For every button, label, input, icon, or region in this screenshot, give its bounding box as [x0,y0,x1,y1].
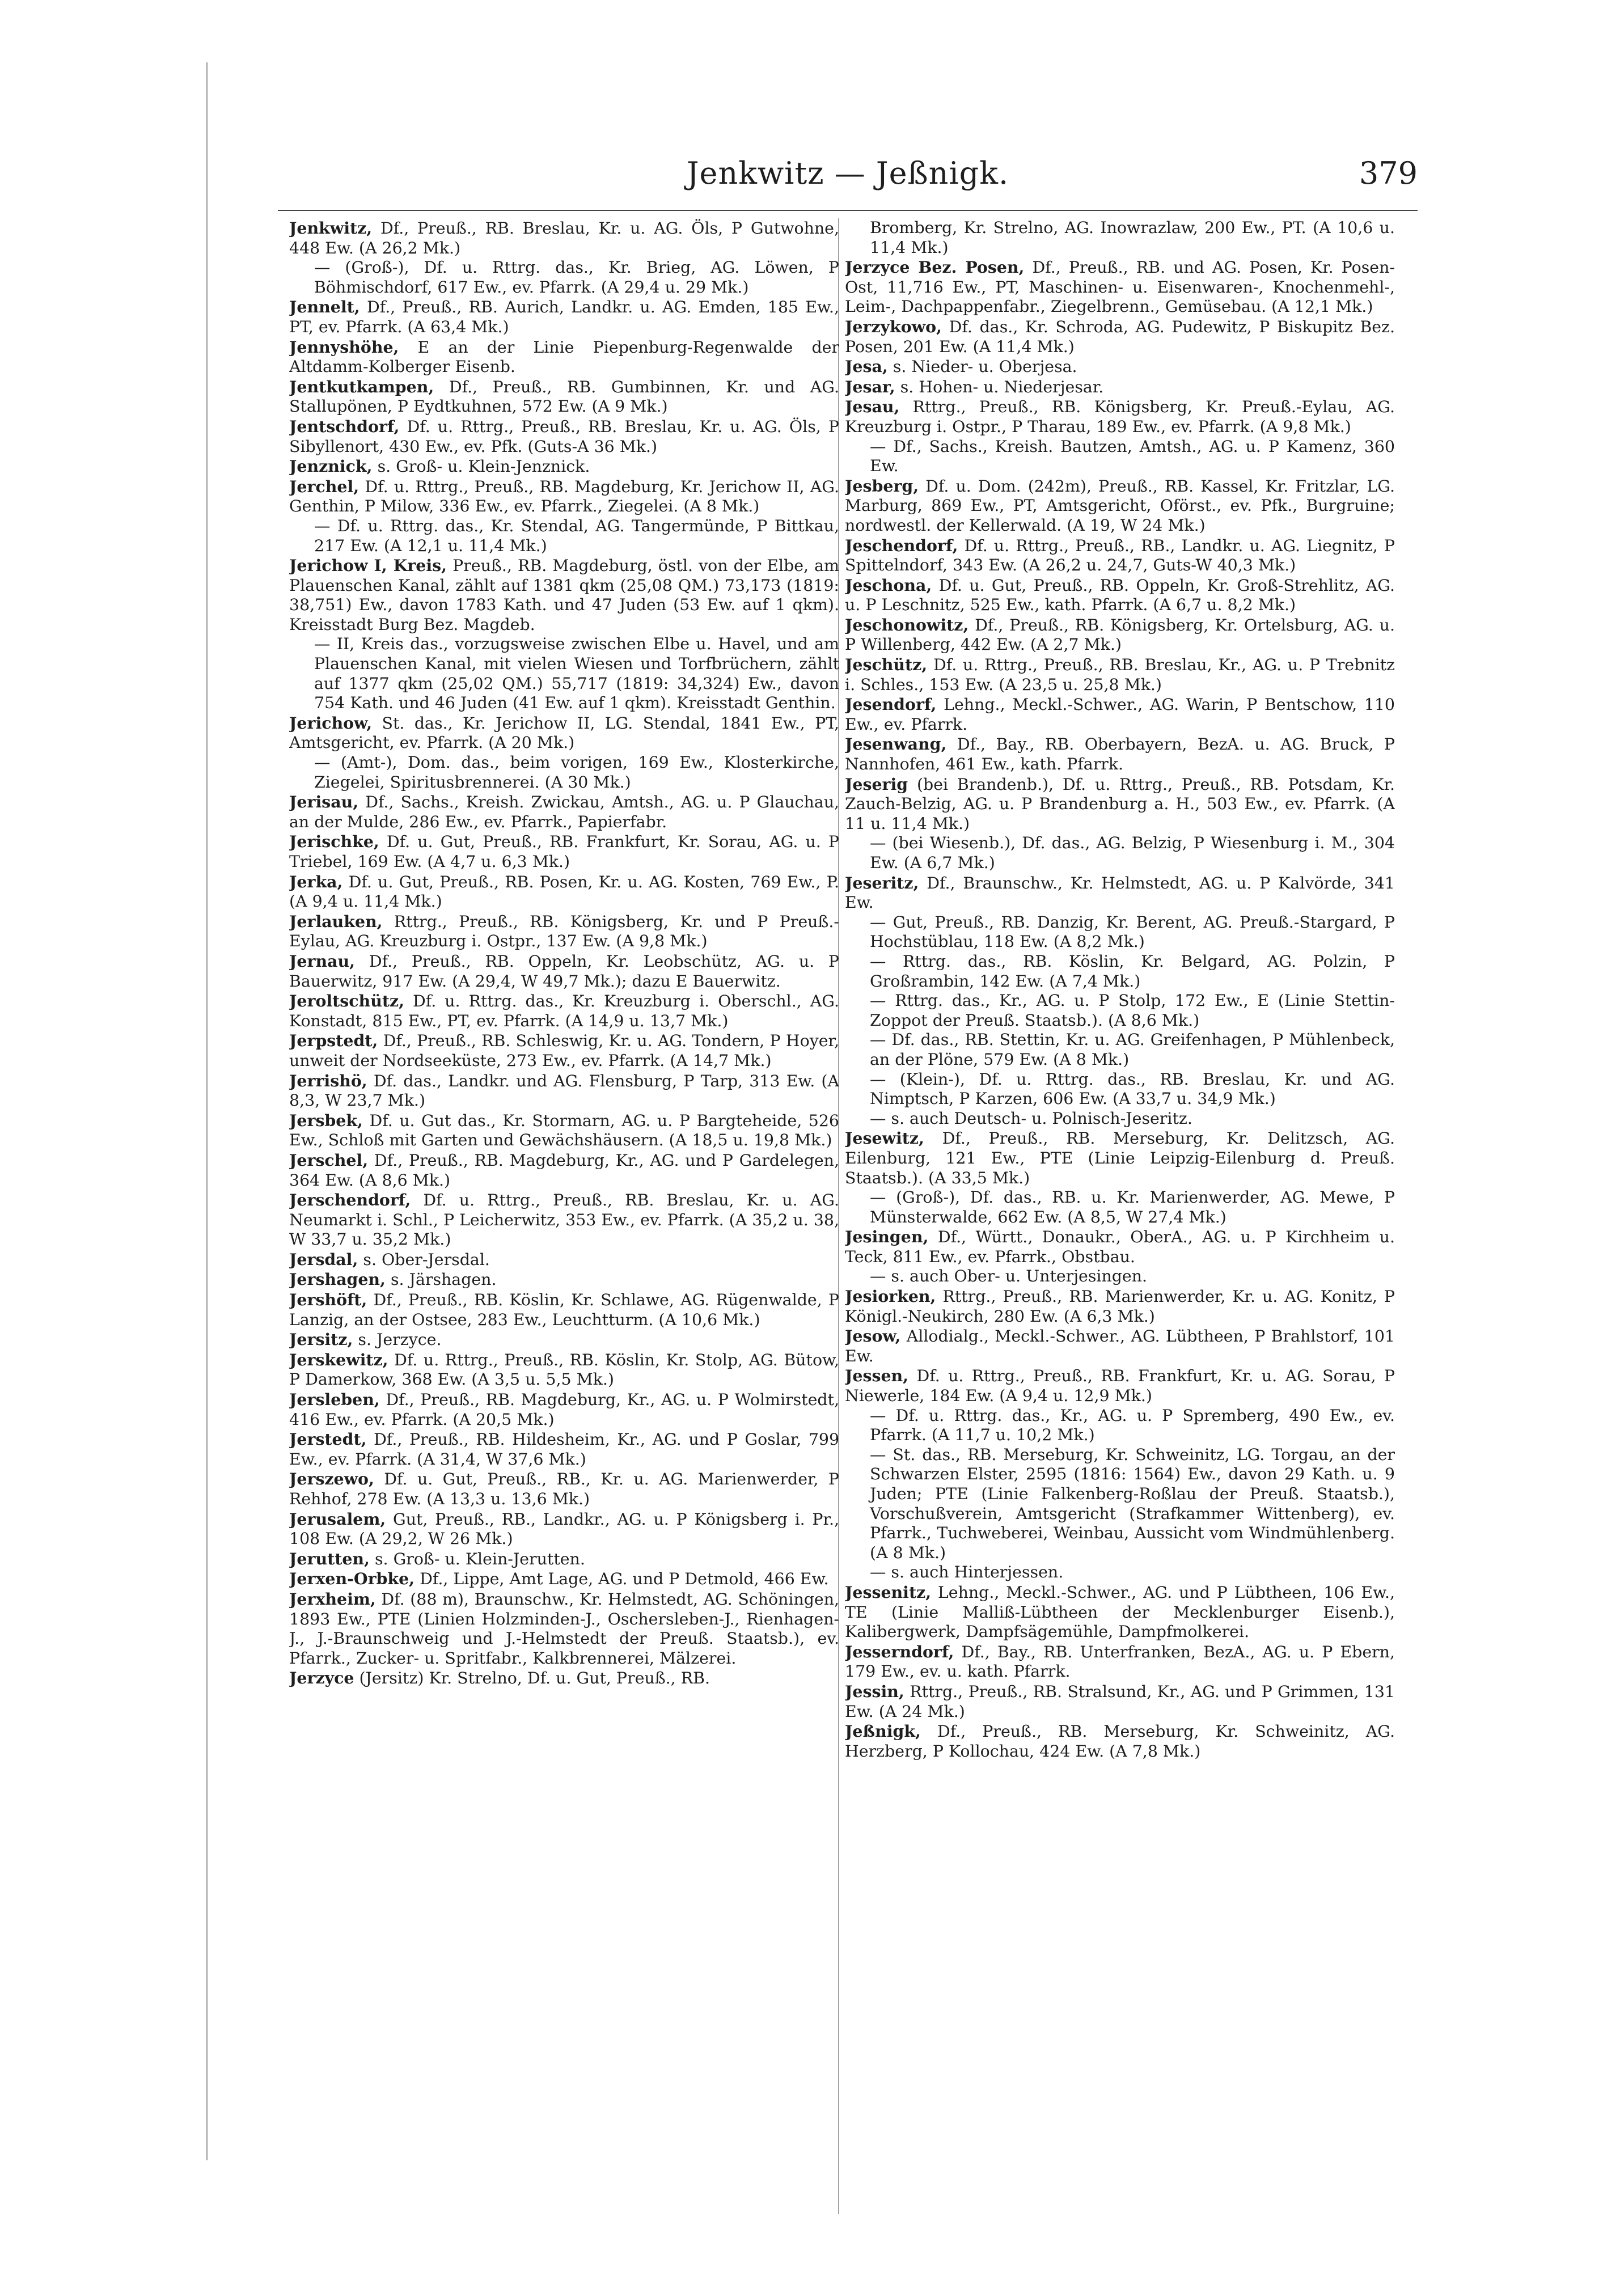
entry-headword: Jesingen, [845,1227,929,1247]
gazetteer-entry [289,1549,839,1569]
entry-text: Df. u. Rttrg., Preuß., RB. Breslau, Kr., AG. u. P Trebnitz i. Schles., 153 Ew. (A 23,5 u. 25,8 Mk.) [845,655,1395,694]
entry-text: Df., Preuß., RB. Köslin, Kr. Schlawe, AG. Rügenwalde, P Lanzig, an der Ostsee, 283 Ew., Leuchtturm. (A 10,6 Mk.) [289,1291,839,1329]
entry-text: Lehng., Meckl.-Schwer., AG. und P Lübtheen, 106 Ew., TE (Linie Malliß-Lübtheen der Mecklenburger Eisenb.), Kalibergwerk, Dampfsägemühle, Dampfmolkerei. [845,1583,1395,1642]
entry-headword: Jerischke, [289,832,379,852]
gazetteer-entry [289,1270,839,1290]
entry-headword: Jershöft, [289,1290,367,1310]
entry-headword: Jesenwang, [845,734,947,754]
gazetteer-entry [845,1642,1395,1682]
entry-text: Df. u. Gut, Preuß., RB. Oppeln, Kr. Groß-Strehlitz, AG. u. P Leschnitz, 525 Ew., kath. Pfarrk. (A 6,7 u. 8,2 Mk.) [845,576,1395,615]
entry-headword: Jerxheim, [289,1589,376,1609]
gazetteer-entry [289,1111,839,1150]
entry-headword: Jerschel, [289,1150,369,1170]
gazetteer-entry [845,357,1395,377]
running-title: Jenkwitz — Jeßnigk. [686,155,1009,191]
gazetteer-entry [289,1668,839,1689]
entry-text: Allodialg., Meckl.-Schwer., AG. Lübtheen, P Brahlstorf, 101 Ew. [845,1327,1395,1365]
gazetteer-entry [845,991,1395,1030]
gazetteer-entry [289,1150,839,1190]
entry-headword: Jerichow, [289,713,373,733]
entry-text: Df., Preuß., RB. Magdeburg, Kr., AG. und P Gardelegen, 364 Ew. (A 8,6 Mk.) [289,1150,839,1190]
entry-text: Df., Preuß., RB. Königsberg, Kr. Ortelsburg, AG. u. P Willenberg, 442 Ew. (A 2,7 Mk.) [845,615,1395,654]
entry-text: Df. u. Rttrg., Preuß., RB. Köslin, Kr. Stolp, AG. Bütow, P Damerkow, 368 Ew. (A 3,5 u. 5,5 Mk.) [289,1350,839,1389]
entry-headword: Jessin, [845,1681,904,1701]
entry-text: Rttrg., Preuß., RB. Königsberg, Kr. und P Preuß.-Eylau, AG. Kreuzburg i. Ostpr., 137 Ew. (A 9,8 Mk.) [289,912,839,951]
entry-headword: Jesar, [845,376,895,396]
entry-text: Preuß., RB. Magdeburg, östl. von der Elbe, am Plauenschen Kanal, zählt auf 1381 qkm (25,08 QM.) 73,173 (1819: 38,751) Ew., davon 1783 Kath. und 47 Juden (53 Ew. auf 1 qkm). Kreisstadt Burg Bez. Magdeb. [289,556,839,634]
entry-text: Df., Bay., RB. Unterfranken, BezA., AG. u. P Ebern, 179 Ew., ev. u. kath. Pfarrk. [845,1642,1395,1681]
entry-headword: Jersleben, [289,1390,380,1410]
entry-text: Rttrg., Preuß., RB. Marienwerder, Kr. u. AG. Konitz, P Königl.-Neukirch, 280 Ew. (A 6,3 Mk.) [845,1287,1395,1326]
gazetteer-entry [289,872,839,912]
gazetteer-entry [289,1390,839,1429]
entry-text: Bromberg, Kr. Strelno, AG. Inowrazlaw, 200 Ew., PT. (A 10,6 u. 11,4 Mk.) [870,218,1395,257]
page-header [278,147,1418,211]
gazetteer-entry [845,1406,1395,1445]
entry-headword: Jesow, [845,1326,901,1346]
entry-text: Df. u. Gut das., Kr. Stormarn, AG. u. P Bargteheide, 526 Ew., Schloß mit Garten und Gewächshäusern. (A 18,5 u. 19,8 Mk.) [289,1111,839,1150]
entry-text: — St. das., RB. Merseburg, Kr. Schweinitz, LG. Torgau, an der Schwarzen Elster, 2595 (1816: 1564) Ew., davon 29 Kath. u. 9 Juden; PTE (Linie Falkenberg-Roßlau der Preuß. Staatsb.), Vorschußverein, Amtsgericht (Strafkammer Wittenberg), ev. Pfarrk., Tuchweberei, Weinbau, Aussicht vom Windmühlenberg. (A 8 Mk.) [870,1445,1395,1562]
entry-text: s. Hohen- u. Niederjesar. [900,377,1104,396]
entry-headword: Jerschendorf, [289,1190,411,1210]
entry-text: Df., Lippe, Amt Lage, AG. und P Detmold, 466 Ew. [420,1569,829,1589]
entry-text: — (Groß-), Df. das., RB. u. Kr. Marienwerder, AG. Mewe, P Münsterwalde, 662 Ew. (A 8,5, W 27,4 Mk.) [870,1188,1395,1226]
entry-text: Df. u. Dom. (242m), Preuß., RB. Kassel, Kr. Fritzlar, LG. Marburg, 869 Ew., PT, Amtsgericht, Oförst., ev. Pfk., Burgruine; nordwestl. der Kellerwald. (A 19, W 24 Mk.) [845,476,1395,535]
entry-text: Lehng., Meckl.-Schwer., AG. Warin, P Bentschow, 110 Ew., ev. Pfarrk. [845,695,1395,734]
gazetteer-entry [289,1469,839,1509]
entry-text: Df., Preuß., RB. Magdeburg, Kr., AG. u. P Wolmirstedt, 416 Ew., ev. Pfarrk. (A 20,5 Mk.) [289,1390,839,1429]
entry-text: Df. u. Gut, Preuß., RB. Posen, Kr. u. AG. Kosten, 769 Ew., P. (A 9,4 u. 11,4 Mk.) [289,872,839,911]
entry-headword: Jesau, [845,397,900,417]
entry-text: Df., Württ., Donaukr., OberA., AG. u. P Kirchheim u. Teck, 811 Ew., ev. Pfarrk., Obstbau. [845,1228,1395,1266]
entry-headword: Jerszewo, [289,1469,374,1489]
gazetteer-entry [845,1682,1395,1721]
gazetteer-entry [845,1227,1395,1267]
entry-text: — Rttrg. das., RB. Köslin, Kr. Belgard, AG. Polzin, P Großrambin, 142 Ew. (A 7,4 Mk.) [870,951,1395,991]
entry-headword: Jernau, [289,951,356,971]
margin-rule-mark [204,62,210,2160]
right-column [845,218,1395,2260]
entry-headword: Jerskewitz, [289,1349,388,1369]
entry-text: St. das., Kr. Jerichow II, LG. Stendal, 1841 Ew., PT, Amtsgericht, ev. Pfarrk. (A 20 Mk.) [289,713,839,752]
gazetteer-entry [845,615,1395,655]
entry-headword: Jesendorf, [845,695,937,714]
entry-text: Df. u. Gut, Preuß., RB., Kr. u. AG. Marienwerder, P Rehhof, 278 Ew. (A 13,3 u. 13,6 Mk.) [289,1470,839,1508]
entry-text: Df., Bay., RB. Oberbayern, BezA. u. AG. Bruck, P Nannhofen, 461 Ew., kath. Pfarrk. [845,735,1395,774]
entry-headword: Jeserig [845,774,908,794]
entry-headword: Jerka, [289,871,343,891]
gazetteer-entry [289,1509,839,1549]
gazetteer-entry [289,1589,839,1668]
entry-headword: Jeschonowitz, [845,615,969,634]
entry-text: — Df. u. Rttrg. das., Kr. Stendal, AG. Tangermünde, P Bittkau, 217 Ew. (A 12,1 u. 11,4 Mk.) [314,516,839,555]
entry-text: Df., Braunschw., Kr. Helmstedt, AG. u. P Kalvörde, 341 Ew. [845,873,1395,912]
entry-headword: Jeschona, [845,575,932,595]
gazetteer-entry [289,258,839,297]
entry-text: Df. u. Gut, Preuß., RB. Frankfurt, Kr. Sorau, AG. u. P Triebel, 169 Ew. (A 4,7 u. 6,3 Mk.) [289,832,839,871]
entry-text: E an der Linie Piepenburg-Regenwalde der Altdamm-Kolberger Eisenb. [289,337,839,376]
gazetteer-entry [289,832,839,871]
gazetteer-entry [845,775,1395,834]
gazetteer-entry [289,753,839,792]
gazetteer-entry [845,695,1395,734]
entry-text: Rttrg., Preuß., RB. Königsberg, Kr. Preuß.-Eylau, AG. Kreuzburg i. Ostpr., P Tharau, 189 Ew., ev. Pfarrk. (A 9,8 Mk.) [845,397,1395,436]
entry-headword: Jesa, [845,357,888,376]
entry-text: Df., Preuß., RB. Gumbinnen, Kr. und AG. Stallupönen, P Eydtkuhnen, 572 Ew. (A 9 Mk.) [289,377,839,416]
entry-text: Rttrg., Preuß., RB. Stralsund, Kr., AG. und P Grimmen, 131 Ew. (A 24 Mk.) [845,1682,1395,1721]
gazetteer-entry [845,1721,1395,1761]
gazetteer-entry [845,437,1395,476]
gazetteer-entry [845,1188,1395,1227]
entry-text: s. Groß- u. Klein-Jenznick. [377,457,590,476]
entry-text: Df. u. Rttrg., Preuß., RB., Landkr. u. AG. Liegnitz, P Spittelndorf, 343 Ew. (A 26,2 u. 24,7, Guts-W 40,3 Mk.) [845,536,1395,575]
entry-headword: Jerichow I, Kreis, [289,556,447,576]
entry-headword: Jerlauken, [289,911,383,931]
entry-text: s. Jerzyce. [358,1330,442,1349]
entry-text: s. Ober-Jersdal. [363,1250,490,1269]
gazetteer-entry [289,1071,839,1111]
gazetteer-entry [845,317,1395,357]
entry-headword: Jerxen-Orbke, [289,1569,415,1589]
entry-headword: Jersitz, [289,1330,353,1349]
gazetteer-entry [845,257,1395,317]
entry-text: s. Järshagen. [390,1270,497,1289]
entry-text: Df., Preuß., RB. und AG. Posen, Kr. Posen-Ost, 11,716 Ew., PT, Maschinen- u. Eisenwaren-, Knochenmehl-, Leim-, Dachpappenfabr., Ziegelbrenn., Gemüsebau. (A 12,1 Mk.) [845,258,1395,316]
entry-text: Df., Preuß., RB. Breslau, Kr. u. AG. Öls, P Gutwohne, 448 Ew. (A 26,2 Mk.) [289,219,839,257]
entry-headword: Jerrishö, [289,1071,367,1090]
gazetteer-entry [289,337,839,377]
entry-text: Df., Preuß., RB. Schleswig, Kr. u. AG. Tondern, P Hoyer, unweit der Nordseeküste, 273 Ew., ev. Pfarrk. (A 14,7 Mk.) [289,1031,839,1070]
gazetteer-entry [289,477,839,517]
entry-headword: Jentkutkampen, [289,376,434,396]
entry-headword: Jessenitz, [845,1582,932,1602]
gazetteer-entry [845,1267,1395,1287]
entry-headword: Jentschdorf, [289,416,400,436]
entry-headword: Jeßnigk, [845,1721,921,1741]
entry-headword: Jenkwitz, [289,218,373,238]
gazetteer-entry [289,1350,839,1390]
entry-text: — s. auch Deutsch- u. Polnisch-Jeseritz. [870,1109,1192,1128]
entry-text: Df. u. Rttrg. das., Kr. Kreuzburg i. Oberschl., AG. Konstadt, 815 Ew., PT, ev. Pfarrk. (A 14,9 u. 13,7 Mk.) [289,992,839,1030]
entry-text: Df., Preuß., RB. Oppeln, Kr. Leobschütz, AG. u. P Bauerwitz, 917 Ew. (A 29,4, W 49,7 Mk.); dazu E Bauerwitz. [289,951,839,991]
gazetteer-entry [845,1287,1395,1326]
entry-headword: Jershagen, [289,1270,386,1289]
entry-text: Df. (88 m), Braunschw., Kr. Helmstedt, AG. Schöningen, 1893 Ew., PTE (Linien Holzminden-J., Oschersleben-J., Rienhagen-J., J.-Braunschweig und J.-Helmstedt der Preuß. Staatsb.), ev. Pfarrk., Zucker- u. Spritfabr., Kalkbrennerei, Mälzerei. [289,1589,839,1668]
entry-headword: Jesberg, [845,476,919,496]
gazetteer-entry [289,1569,839,1589]
gazetteer-entry [845,1030,1395,1069]
gazetteer-entry [289,517,839,556]
gazetteer-entry [845,397,1395,437]
gazetteer-entry [845,655,1395,695]
entry-headword: Jerzykowo, [845,316,942,336]
entry-headword: Jerpstedt, [289,1031,378,1051]
entry-text: Df. das., Landkr. und AG. Flensburg, P Tarp, 313 Ew. (A 8,3, W 23,7 Mk.) [289,1071,839,1110]
entry-text: — (Groß-), Df. u. Rttrg. das., Kr. Brieg, AG. Löwen, P Böhmischdorf, 617 Ew., ev. Pfarrk. (A 29,4 u. 29 Mk.) [314,258,839,297]
entry-headword: Jennyshöhe, [289,337,399,357]
entry-text: Df. u. Rttrg., Preuß., RB. Frankfurt, Kr. u. AG. Sorau, P Niewerle, 184 Ew. (A 9,4 u. 12,9 Mk.) [845,1367,1395,1406]
left-column [289,218,839,2260]
entry-headword: Jeschütz, [845,655,928,675]
entry-text: Df., Preuß., RB. Merseburg, Kr. Schweinitz, AG. Herzberg, P Kollochau, 424 Ew. (A 7,8 Mk.) [845,1722,1395,1761]
gazetteer-entry [845,476,1395,536]
entry-text: — s. auch Ober- u. Unterjesingen. [870,1267,1148,1286]
entry-headword: Jeschendorf, [845,535,958,555]
gazetteer-entry [845,377,1395,397]
gazetteer-entry [845,576,1395,615]
entry-headword: Jerzyce [289,1668,354,1688]
gazetteer-entry [289,1429,839,1469]
entry-text: Df., Preuß., RB. Hildesheim, Kr., AG. und P Goslar, 799 Ew., ev. Pfarrk. (A 31,4, W 37,6 Mk.) [289,1430,839,1469]
entry-headword: Jerisau, [289,792,359,812]
gazetteer-entry [845,1070,1395,1109]
gazetteer-entry [289,912,839,951]
gazetteer-entry [289,634,839,713]
gazetteer-entry [289,1031,839,1071]
entry-headword: Jesserndorf, [845,1642,954,1661]
gazetteer-entry [289,1190,839,1250]
gazetteer-entry [845,1109,1395,1129]
entry-headword: Jennelt, [289,297,360,317]
entry-headword: Jerutten, [289,1549,370,1568]
entry-text: Df. u. Rttrg., Preuß., RB. Breslau, Kr. u. AG. Öls, P Sibyllenort, 430 Ew., ev. Pfk. (Guts-A 36 Mk.) [289,417,839,456]
entry-headword: Jeseritz, [845,873,919,892]
entry-text: — s. auch Hinterjessen. [870,1563,1064,1582]
entry-headword: Jeroltschütz, [289,991,404,1011]
entry-text: Df. u. Rttrg., Preuß., RB. Magdeburg, Kr. Jerichow II, AG. Genthin, P Milow, 336 Ew., ev. Pfarrk., Ziegelei. (A 8 Mk.) [289,477,839,516]
entry-text: (bei Brandenb.), Df. u. Rttrg., Preuß., RB. Potsdam, Kr. Zauch-Belzig, AG. u. P Brandenburg a. H., 503 Ew., ev. Pfarrk. (A 11 u. 11,4 Mk.) [845,775,1395,833]
entry-text: — (Amt-), Dom. das., beim vorigen, 169 Ew., Klosterkirche, Ziegelei, Spiritusbrennerei. (A 30 Mk.) [314,753,839,792]
gazetteer-entry [845,873,1395,913]
gazetteer-entry [289,713,839,753]
gazetteer-entry [845,218,1395,257]
entry-headword: Jesewitz, [845,1128,924,1148]
entry-headword: Jesiorken, [845,1287,936,1306]
entry-text: — Df. das., RB. Stettin, Kr. u. AG. Greifenhagen, P Mühlenbeck, an der Plöne, 579 Ew. (A 8 Mk.) [870,1030,1395,1069]
gazetteer-entry [289,792,839,832]
gazetteer-entry [289,1330,839,1350]
gazetteer-entry [289,417,839,456]
entry-headword: Jessen, [845,1366,909,1386]
entry-text: — Df., Sachs., Kreish. Bautzen, Amtsh., AG. u. P Kamenz, 360 Ew. [870,437,1395,476]
entry-headword: Jenznick, [289,456,373,476]
entry-text: s. Groß- u. Klein-Jerutten. [374,1549,585,1568]
gazetteer-entry [289,991,839,1031]
entry-text: — Gut, Preuß., RB. Danzig, Kr. Berent, AG. Preuß.-Stargard, P Hochstüblau, 118 Ew. (A 8,2 Mk.) [870,912,1395,951]
entry-headword: Jerchel, [289,476,360,496]
entry-text: Gut, Preuß., RB., Landkr., AG. u. P Königsberg i. Pr., 108 Ew. (A 29,2, W 26 Mk.) [289,1509,839,1549]
entry-text: Df. u. Rttrg., Preuß., RB. Breslau, Kr. u. AG. Neumarkt i. Schl., P Leicherwitz, 353 Ew., ev. Pfarrk. (A 35,2 u. 38, W 33,7 u. 35,2 Mk.) [289,1191,839,1249]
entry-text: Df., Sachs., Kreish. Zwickau, Amtsh., AG. u. P Glauchau, an der Mulde, 286 Ew., ev. Pfarrk., Papierfabr. [289,793,839,831]
entry-text: — Rttrg. das., Kr., AG. u. P Stolp, 172 Ew., E (Linie Stettin-Zoppot der Preuß. Staatsb.). (A 8,6 Mk.) [870,991,1395,1030]
gazetteer-entry [289,951,839,991]
entry-text: (Jersitz) Kr. Strelno, Df. u. Gut, Preuß., RB. [359,1669,710,1688]
gazetteer-entry [289,1250,839,1270]
gazetteer-entry [845,1128,1395,1188]
gazetteer-entry [845,734,1395,774]
entry-text: Df., Preuß., RB. Merseburg, Kr. Delitzsch, AG. Eilenburg, 121 Ew., PTE (Linie Leipzig-Eilenburg d. Preuß. Staatsb.). (A 33,5 Mk.) [845,1129,1395,1187]
gazetteer-entry [845,1366,1395,1406]
gazetteer-entry [845,1445,1395,1563]
gazetteer-entry [289,456,839,477]
entry-text: — (Klein-), Df. u. Rttrg. das., RB. Breslau, Kr. und AG. Nimptsch, P Karzen, 606 Ew. (A 33,7 u. 34,9 Mk.) [870,1069,1395,1109]
gazetteer-entry [845,952,1395,991]
entry-text: — (bei Wiesenb.), Df. das., AG. Belzig, P Wiesenburg i. M., 304 Ew. (A 6,7 Mk.) [870,834,1395,872]
entry-headword: Jerzyce Bez. Posen, [845,257,1025,277]
gazetteer-entry [845,536,1395,576]
entry-headword: Jerusalem, [289,1509,386,1529]
gazetteer-entry [845,834,1395,873]
entry-text: Df. das., Kr. Schroda, AG. Pudewitz, P Biskupitz Bez. Posen, 201 Ew. (A 11,4 Mk.) [845,317,1395,356]
gazetteer-entry [289,556,839,634]
entry-headword: Jerstedt, [289,1429,367,1449]
entry-text: — II, Kreis das., vorzugsweise zwischen Elbe u. Havel, und am Plauenschen Kanal, mit vielen Wiesen und Torfbrüchern, zählt auf 1377 qkm (25,02 QM.) 55,717 (1819: 34,324) Ew., davon 754 Kath. und 46 Juden (41 Ew. auf 1 qkm). Kreisstadt Genthin. [314,634,839,713]
gazetteer-entry [289,297,839,337]
gazetteer-entry [845,1563,1395,1583]
entry-text: s. Nieder- u. Oberjesa. [893,357,1077,376]
entry-headword: Jersdal, [289,1249,358,1269]
gazetteer-entry [845,1326,1395,1366]
gazetteer-entry [289,218,839,258]
entry-text: Df., Preuß., RB. Aurich, Landkr. u. AG. Emden, 185 Ew., PT, ev. Pfarrk. (A 63,4 Mk.) [289,298,839,336]
gazetteer-entry [289,1290,839,1330]
entry-headword: Jersbek, [289,1110,363,1130]
gazetteer-entry [845,913,1395,952]
gazetteer-entry [289,377,839,417]
gazetteer-entry [845,1583,1395,1642]
page-number: 379 [1359,155,1418,191]
entry-text: — Df. u. Rttrg. das., Kr., AG. u. P Spremberg, 490 Ew., ev. Pfarrk. (A 11,7 u. 10,2 Mk.) [870,1406,1395,1445]
